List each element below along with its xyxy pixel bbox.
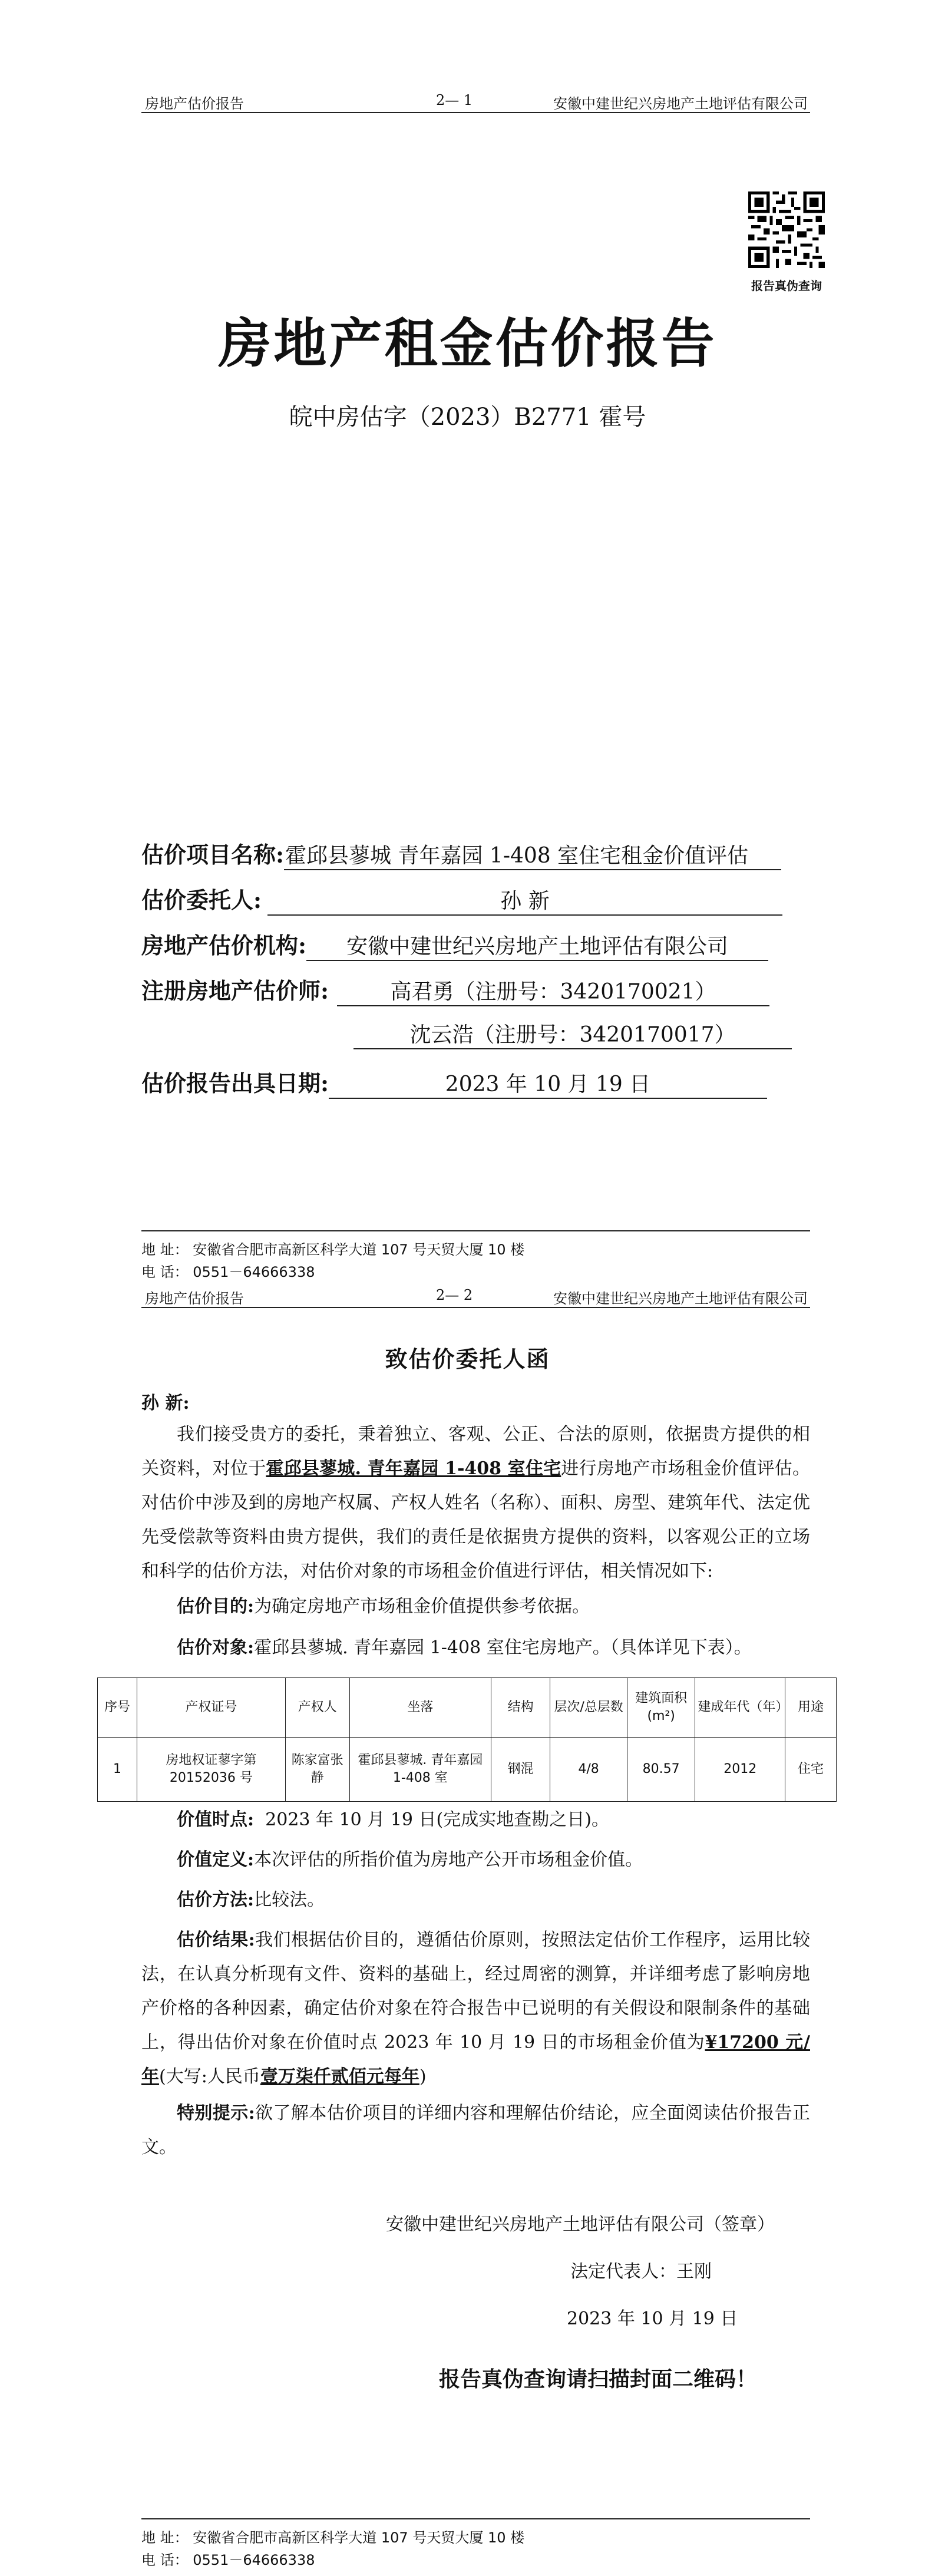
value-def-text: 本次评估的所指价值为房地产公开市场租金价值。 [254, 1850, 643, 1870]
intro-text-a: 我们接受贵方的委托，秉着独立、客观、公正、合法的原则，依据贵方提供的相关资料，对位于 [141, 1424, 810, 1479]
value-time-label: 价值时点: [177, 1809, 255, 1830]
appraiser-field [141, 973, 769, 1006]
method-label: 估价方法: [177, 1890, 255, 1910]
agency-field [141, 927, 768, 961]
header-right: 安徽中建世纪兴房地产土地评估有限公司 [553, 95, 808, 112]
agency-value: 安徽中建世纪兴房地产土地评估有限公司 [306, 930, 768, 961]
result-value: ¥17200 元/年 [141, 2032, 810, 2087]
table-row [98, 1738, 837, 1802]
col-owner: 产权人 [285, 1678, 349, 1738]
intro-paragraph [141, 1418, 810, 1588]
purpose-text: 为确定房地产市场租金价值提供参考依据。 [254, 1596, 590, 1617]
project-name-field [141, 837, 781, 870]
cell-location: 霍邱县蓼城. 青年嘉园 1-408 室 [349, 1738, 491, 1802]
page-header [141, 1283, 810, 1308]
result-text-b: (大写:人民币 [159, 2066, 260, 2087]
value-time-paragraph [141, 1803, 810, 1837]
signature-representative: 法定代表人：王刚 [570, 2261, 712, 2282]
appraiser-1-value: 高君勇（注册号：3420170021） [337, 975, 769, 1006]
result-paragraph [141, 1923, 810, 2094]
col-area: 建筑面积(m²) [627, 1678, 695, 1738]
client-label: 估价委托人: [141, 887, 262, 913]
cell-structure: 钢混 [491, 1738, 550, 1802]
col-year: 建成年代（年） [695, 1678, 785, 1738]
col-use: 用途 [785, 1678, 837, 1738]
tip-paragraph [141, 2096, 810, 2165]
cell-use: 住宅 [785, 1738, 837, 1802]
col-structure: 结构 [491, 1678, 550, 1738]
page-footer [141, 2518, 810, 2571]
result-text-a: 我们根据估价目的，遵循估价原则，按照法定估价工作程序，运用比较法，在认真分析现有文件、资料的基础上，经过周密的测算，并详细考虑了影响房地产价格的各种因素，确定估价对象在符合报告中已说明的有关假设和限制条件的基础上，得出估价对象在价值时点 2023 年 10 月 19 日的市场租金价值为 [141, 1930, 811, 2053]
footer-phone: 电 话： 0551－64666338 [141, 1264, 315, 1280]
footer-phone: 电 话： 0551－64666338 [141, 2552, 315, 2568]
result-text-c: ) [419, 2066, 427, 2087]
verify-notice: 报告真伪查询请扫描封面二维码！ [439, 2367, 758, 2392]
document-number: 皖中房估字（2023）B2771 霍号 [289, 404, 646, 431]
page-header [141, 88, 810, 113]
object-label: 估价对象: [177, 1637, 255, 1658]
object-text: 霍邱县蓼城. 青年嘉园 1-408 室住宅房地产。（具体详见下表）。 [254, 1637, 752, 1658]
issue-date-label: 估价报告出具日期: [141, 1070, 329, 1097]
page-footer [141, 1230, 810, 1283]
object-paragraph [141, 1631, 810, 1665]
project-name-value: 霍邱县蓼城 青年嘉园 1-408 室住宅租金价值评估 [284, 839, 781, 870]
col-index: 序号 [98, 1678, 137, 1738]
footer-address: 地 址： 安徽省合肥市高新区科学大道 107 号天贸大厦 10 楼 [141, 2529, 525, 2546]
result-label: 估价结果: [177, 1930, 255, 1950]
header-left: 房地产估价报告 [145, 95, 244, 112]
project-name-label: 估价项目名称: [141, 841, 285, 868]
qr-block [731, 191, 843, 293]
report-title: 房地产租金估价报告 [218, 312, 717, 375]
cell-owner: 陈家富张静 [285, 1738, 349, 1802]
cell-certificate: 房地权证蓼字第20152036 号 [137, 1738, 286, 1802]
cell-floor: 4/8 [550, 1738, 627, 1802]
header-left: 房地产估价报告 [145, 1290, 244, 1307]
client-value: 孙 新 [267, 884, 782, 916]
value-time-text: 2023 年 10 月 19 日(完成实地查勘之日)。 [265, 1809, 609, 1830]
purpose-label: 估价目的: [177, 1596, 255, 1617]
intro-text-c: 进行房地产市场租金价值评估。对估价中涉及到的房地产权属、产权人姓名（名称）、面积、房型、建筑年代、法定优先受偿款等资料由贵方提供，我们的责任是依据贵方提供的资料，以客观公正的立场和科学的估价方法，对估价对象的市场租金价值进行评估，相关情况如下: [141, 1458, 810, 1581]
appraiser-label: 注册房地产估价师: [141, 977, 329, 1004]
tip-text: 欲了解本估价项目的详细内容和理解估价结论，应全面阅读估价报告正文。 [141, 2103, 811, 2158]
header-page-number: 2— 1 [436, 92, 473, 108]
col-location: 坐落 [349, 1678, 491, 1738]
method-text: 比较法。 [254, 1890, 325, 1910]
appraiser-2-field [353, 1018, 792, 1049]
addressee: 孙 新: [141, 1393, 190, 1414]
table-header-row [98, 1678, 837, 1738]
cell-index: 1 [98, 1738, 137, 1802]
col-certificate: 产权证号 [137, 1678, 286, 1738]
property-table [97, 1677, 837, 1802]
letter-title: 致估价委托人函 [385, 1346, 550, 1372]
value-def-label: 价值定义: [177, 1850, 255, 1870]
purpose-paragraph [141, 1590, 810, 1624]
qr-caption: 报告真伪查询 [751, 279, 822, 293]
intro-property: 霍邱县蓼城. 青年嘉园 1-408 室住宅 [266, 1458, 561, 1479]
signature-date: 2023 年 10 月 19 日 [567, 2309, 738, 2329]
header-page-number: 2— 2 [436, 1287, 473, 1303]
appraiser-2-value: 沈云浩（注册号：3420170017） [353, 1018, 792, 1049]
qr-code-icon[interactable] [748, 191, 825, 268]
cell-area: 80.57 [627, 1738, 695, 1802]
tip-label: 特别提示: [177, 2103, 255, 2123]
agency-label: 房地产估价机构: [141, 932, 307, 959]
footer-address: 地 址： 安徽省合肥市高新区科学大道 107 号天贸大厦 10 楼 [141, 1241, 525, 1258]
result-upper-value: 壹万柒仟贰佰元每年 [260, 2066, 419, 2087]
issue-date-value: 2023 年 10 月 19 日 [329, 1068, 767, 1099]
col-floor: 层次/总层数 [550, 1678, 627, 1738]
client-field [141, 882, 782, 916]
method-paragraph [141, 1883, 810, 1917]
value-def-paragraph [141, 1843, 810, 1877]
cell-year: 2012 [695, 1738, 785, 1802]
issue-date-field [141, 1065, 767, 1099]
header-right: 安徽中建世纪兴房地产土地评估有限公司 [553, 1290, 808, 1307]
signature-company: 安徽中建世纪兴房地产土地评估有限公司（签章） [386, 2214, 775, 2235]
